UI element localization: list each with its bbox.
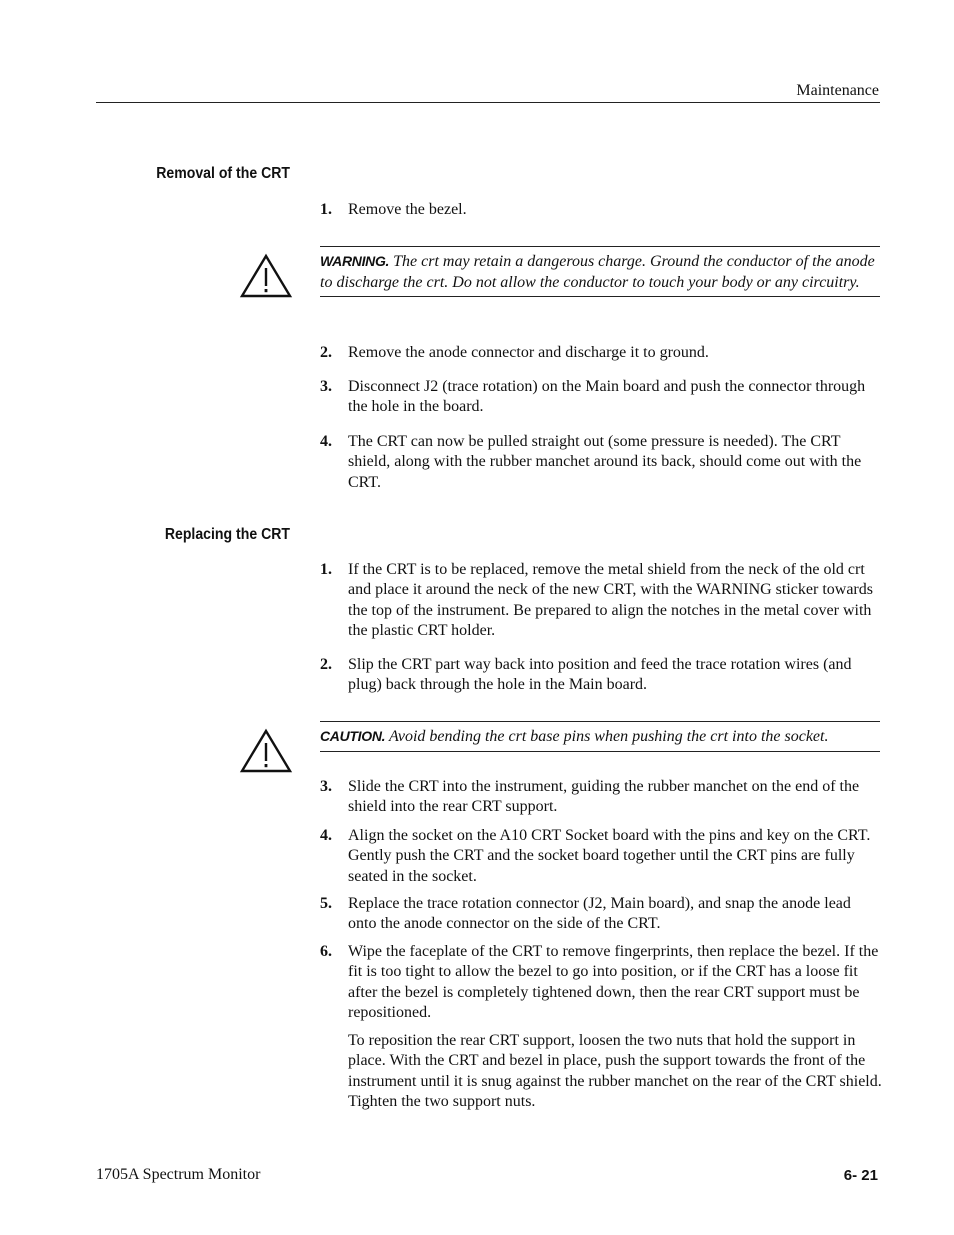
step-text: If the CRT is to be replaced, remove the metal shield from the neck of the old crt and place it around the neck of the new CRT, with the WARNING sticker towards the top of the instrument. Be prepared to align the notches in the metal cover with the plastic CRT holder. [348,561,873,639]
removal-step-1 [320,200,882,220]
replacing-step-6 [320,942,882,1023]
footer-product-name: 1705A Spectrum Monitor [96,1166,261,1183]
section-heading-replacing: Replacing the CRT [164,526,290,543]
caution-notice [320,721,880,752]
running-head: Maintenance [796,82,879,99]
step-number: 5. [320,895,332,912]
step-text: Wipe the faceplate of the CRT to remove fingerprints, then replace the bezel. If the fit is too tight to allow the bezel to go into position, or if the CRT has a loose fit after the bezel is completely tightened down, then the rear CRT support must be repositioned. [348,943,879,1021]
caution-triangle-icon [239,728,293,774]
removal-step-4 [320,432,882,493]
replacing-step-2 [320,655,882,696]
section-heading-removal: Removal of the CRT [156,165,290,182]
step-text: Replace the trace rotation connector (J2, Main board), and snap the anode lead onto the anode connector on the side of the CRT. [348,895,851,933]
replacing-step-1 [320,560,882,641]
step-number: 4. [320,433,332,450]
reposition-paragraph: To reposition the rear CRT support, loosen the two nuts that hold the support in place. With the CRT and bezel in place, push the support towards the front of the instrument until it is snug against the rubber manchet on the rear of the CRT shield. Tighten the two support nuts. [348,1032,882,1110]
header-rule [96,102,880,103]
step-text: Disconnect J2 (trace rotation) on the Main board and push the connector through the hole in the board. [348,378,866,416]
warning-triangle-icon [239,253,293,299]
caution-label: CAUTION. [320,728,386,744]
step-number: 2. [320,344,332,361]
step-number: 3. [320,778,332,795]
step-text: Align the socket on the A10 CRT Socket board with the pins and key on the CRT. Gently push the CRT and the socket board together until the CRT pins are fully seated in the socket. [348,827,871,885]
warning-label: WARNING. [320,253,390,269]
step-number: 3. [320,378,332,395]
replacing-step-4 [320,826,882,887]
warning-notice [320,246,880,297]
removal-step-2 [320,343,882,363]
step-number: 6. [320,943,332,960]
step-number: 4. [320,827,332,844]
step-number: 2. [320,656,332,673]
replacing-step-5 [320,894,882,935]
removal-step-3 [320,377,882,418]
footer-page-number: 6- 21 [843,1167,878,1184]
step-text: Remove the anode connector and discharge it to ground. [348,344,709,361]
warning-text: The crt may retain a dangerous charge. Ground the conductor of the anode to discharge the crt. Do not allow the conductor to touch your body or any circuitry. [320,253,875,291]
replacing-step-3 [320,777,882,818]
caution-text: Avoid bending the crt base pins when pushing the crt into the socket. [388,728,829,745]
step-text: Slide the CRT into the instrument, guiding the rubber manchet on the end of the shield into the rear CRT support. [348,778,860,816]
step-number: 1. [320,201,332,218]
step-text: Remove the bezel. [348,201,467,218]
step-text: Slip the CRT part way back into position and feed the trace rotation wires (and plug) back through the hole in the Main board. [348,656,852,694]
step-number: 1. [320,561,332,578]
step-text: The CRT can now be pulled straight out (some pressure is needed). The CRT shield, along with the rubber manchet around its back, should come out with the CRT. [348,433,862,491]
